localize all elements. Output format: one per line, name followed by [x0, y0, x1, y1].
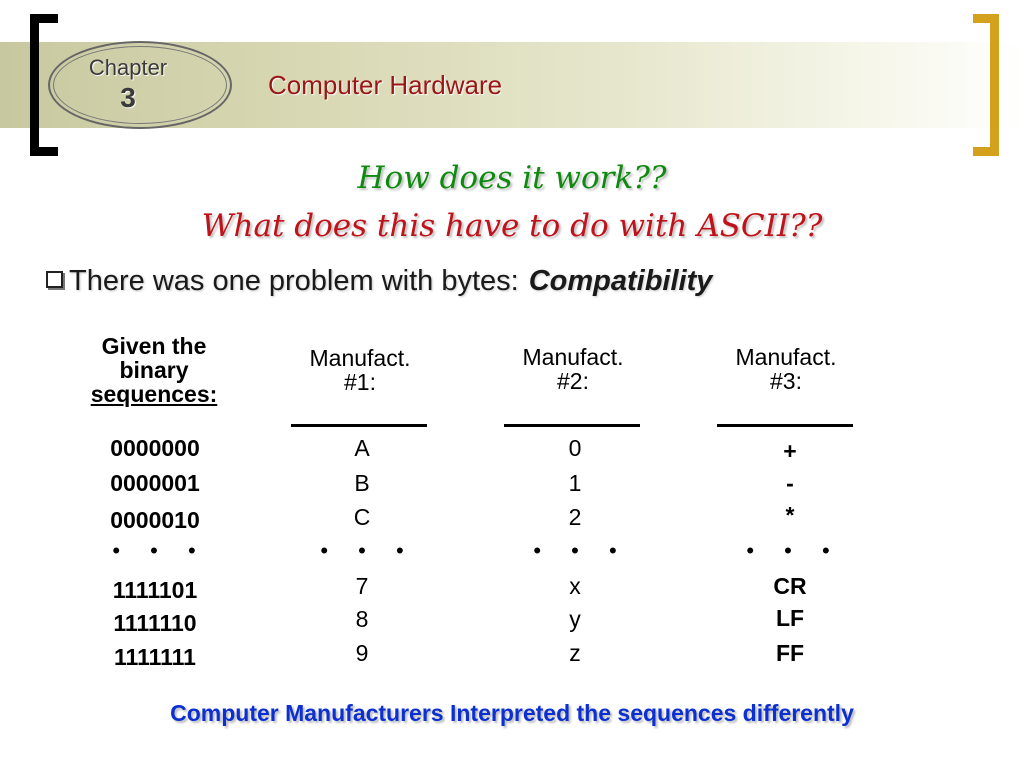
right-bracket-bottom	[973, 147, 999, 156]
manufacturer-1-cell: 7	[355, 573, 369, 599]
heading-how-does-it-work: How does it work??	[357, 160, 667, 196]
manufacturer-2-ellipsis: • • •	[533, 538, 629, 563]
footer-statement: Computer Manufacturers Interpreted the sequences differently	[170, 700, 854, 726]
manufacturer-1-cell: A	[354, 435, 370, 461]
manufacturer-1-cell: C	[353, 504, 371, 530]
binary-cell: 1111110	[113, 610, 197, 636]
given-header	[70, 334, 238, 406]
manufacturer-2-header-line2: #2:	[557, 368, 589, 394]
manufacturer-3-rule	[717, 424, 853, 427]
left-bracket	[30, 14, 39, 156]
bullet-point	[46, 265, 712, 298]
binary-cell: 0000000	[110, 435, 200, 461]
manufacturer-2-cell: 0	[568, 435, 582, 461]
manufacturer-3-cell: *	[785, 502, 795, 528]
manufacturer-3-ellipsis: • • •	[746, 538, 842, 563]
given-header-line1: Given the	[101, 333, 207, 359]
manufacturer-2-header-line1: Manufact.	[522, 344, 624, 370]
manufacturer-3-header-line1: Manufact.	[735, 344, 837, 370]
manufacturer-2-cell: 1	[568, 470, 582, 496]
manufacturer-1-rule	[291, 424, 427, 427]
manufacturer-3-cell: LF	[775, 605, 805, 631]
manufacturer-2-cell: y	[569, 606, 581, 632]
manufacturer-1-ellipsis: • • •	[320, 538, 416, 563]
binary-cell: 0000010	[110, 507, 200, 533]
left-bracket-bottom	[30, 147, 58, 156]
binary-ellipsis: • • •	[112, 538, 208, 563]
bullet-text: There was one problem with bytes:	[69, 265, 519, 297]
binary-cell: 0000001	[110, 470, 200, 496]
chapter-title: Computer Hardware	[268, 70, 503, 100]
manufacturer-2-cell: 2	[568, 504, 582, 530]
manufacturer-3-header	[706, 345, 866, 393]
manufacturer-3-cell: +	[783, 438, 797, 464]
manufacturer-3-header-line2: #3:	[770, 368, 802, 394]
manufacturer-1-header-line2: #1:	[344, 369, 376, 395]
binary-cell: 1111111	[114, 644, 196, 670]
left-bracket-top	[30, 14, 58, 23]
given-header-line3: sequences:	[90, 381, 218, 407]
manufacturer-3-cell: -	[786, 470, 794, 496]
manufacturer-1-cell: 8	[355, 606, 369, 632]
manufacturer-3-cell: FF	[775, 640, 805, 666]
manufacturer-2-cell: x	[569, 573, 581, 599]
given-header-line2: binary	[119, 357, 189, 383]
manufacturer-2-cell: z	[569, 640, 581, 666]
binary-cell: 1111101	[112, 577, 198, 603]
manufacturer-3-cell: CR	[773, 573, 807, 599]
manufacturer-1-cell: 9	[355, 640, 369, 666]
manufacturer-1-header	[280, 346, 440, 394]
chapter-number: 3	[120, 82, 136, 113]
right-bracket-top	[973, 14, 999, 23]
right-bracket	[990, 14, 999, 156]
bullet-emphasis: Compatibility	[528, 265, 713, 297]
checkbox-bullet-icon	[46, 271, 63, 288]
heading-ascii-question: What does this have to do with ASCII??	[201, 208, 823, 244]
manufacturer-2-header	[493, 345, 653, 393]
manufacturer-1-cell: B	[354, 470, 370, 496]
manufacturer-1-header-line1: Manufact.	[309, 345, 411, 371]
chapter-label: Chapter	[88, 55, 168, 80]
manufacturer-2-rule	[504, 424, 640, 427]
